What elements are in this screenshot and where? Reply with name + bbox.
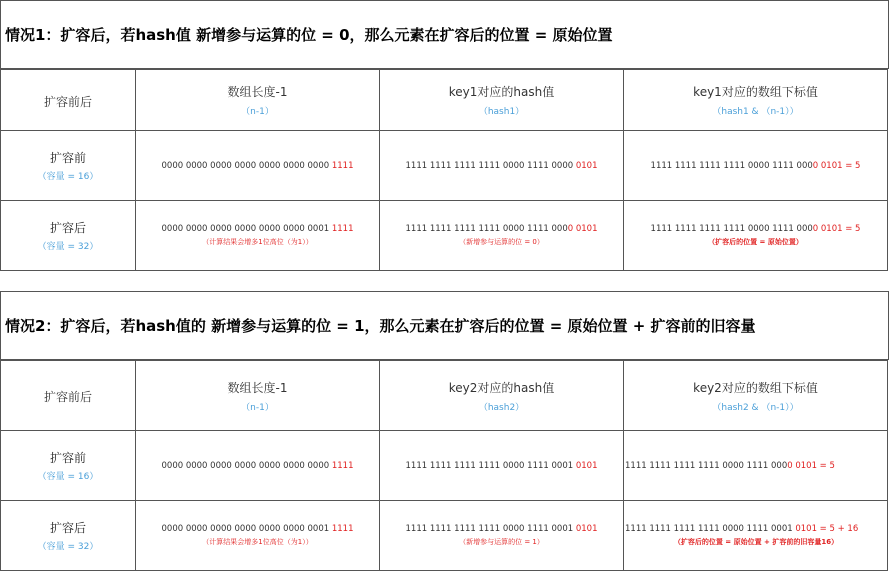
case2-after-n: 0000 0000 0000 0000 0000 0000 0001 1111 （计算结果会增多1位高位（为1）） (136, 501, 380, 571)
case1-header-col2: key1对应的hash值 （hash1） (380, 70, 624, 131)
case2-after-index: 1111 1111 1111 1111 0000 1111 0001 0101 = 5 + 16 （扩容后的位置 = 原始位置 + 扩容前的旧容量16） (624, 501, 888, 571)
case1-before-index: 1111 1111 1111 1111 0000 1111 0000 0101 = 5 (624, 131, 888, 201)
case2-before-row (1, 431, 888, 501)
case1-after-index: 1111 1111 1111 1111 0000 1111 0000 0101 = 5 （扩容后的位置 = 原始位置） (624, 201, 888, 271)
case2-header-col3: key2对应的数组下标值 （hash2 & （n-1）） (624, 361, 888, 431)
case2-after-hash: 1111 1111 1111 1111 0000 1111 0001 0101 （新增参与运算的位 = 1） (380, 501, 624, 571)
case1-header-row (1, 70, 888, 131)
case1-header-col0: 扩容前后 (1, 70, 136, 131)
case2-after-row (1, 501, 888, 571)
case2-header-col2: key2对应的hash值 （hash2） (380, 361, 624, 431)
case2-after-label: 扩容后 （容量 = 32） (1, 501, 136, 571)
case1-after-label: 扩容后 （容量 = 32） (1, 201, 136, 271)
case1-after-hash: 1111 1111 1111 1111 0000 1111 0000 0101 （新增参与运算的位 = 0） (380, 201, 624, 271)
case1-after-row (1, 201, 888, 271)
case1-header-col1: 数组长度-1 （n-1） (136, 70, 380, 131)
case2-before-hash: 1111 1111 1111 1111 0000 1111 0001 0101 (380, 431, 624, 501)
case2-header-col1: 数组长度-1 （n-1） (136, 361, 380, 431)
case1-table (0, 69, 888, 271)
case2-title: 情况2：扩容后，若hash值的 新增参与运算的位 = 1，那么元素在扩容后的位置 = 原始位置 + 扩容前的旧容量 (0, 291, 889, 360)
case1-header-col3: key1对应的数组下标值 （hash1 & （n-1）） (624, 70, 888, 131)
case2-before-label: 扩容前 （容量 = 16） (1, 431, 136, 501)
case1-before-n: 0000 0000 0000 0000 0000 0000 0000 1111 (136, 131, 380, 201)
case1-before-row (1, 131, 888, 201)
case2-before-index: 1111 1111 1111 1111 0000 1111 0000 0101 = 5 (624, 431, 888, 501)
case1-after-n: 0000 0000 0000 0000 0000 0000 0001 1111 （计算结果会增多1位高位（为1）） (136, 201, 380, 271)
case2-before-n: 0000 0000 0000 0000 0000 0000 0000 1111 (136, 431, 380, 501)
case1-before-label: 扩容前 （容量 = 16） (1, 131, 136, 201)
case2-table (0, 360, 888, 571)
case2-header-col0: 扩容前后 (1, 361, 136, 431)
case1-title: 情况1：扩容后，若hash值 新增参与运算的位 = 0，那么元素在扩容后的位置 = 原始位置 (0, 0, 889, 69)
case1-before-hash: 1111 1111 1111 1111 0000 1111 0000 0101 (380, 131, 624, 201)
case2-header-row (1, 361, 888, 431)
